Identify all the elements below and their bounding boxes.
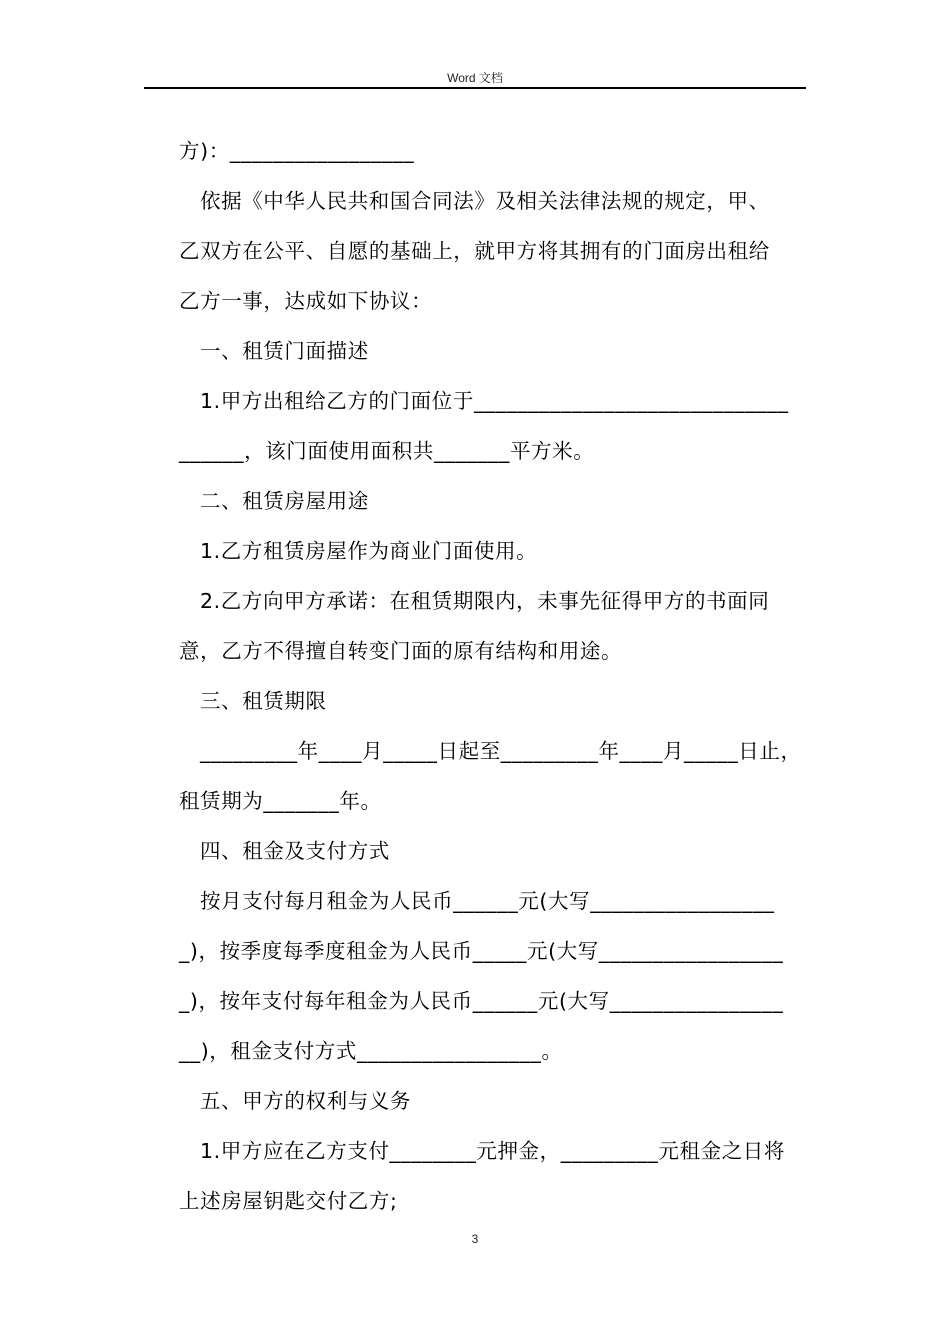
party-line: 方)：_________________ <box>179 139 415 163</box>
section-heading-2: 二、租赁房屋用途 <box>200 489 369 513</box>
header-divider <box>144 87 806 89</box>
intro-paragraph-line-3: 乙方一事，达成如下协议： <box>179 289 433 313</box>
section-heading-1: 一、租赁门面描述 <box>200 339 369 363</box>
rent-line-1: 按月支付每月租金为人民币______元(大写_________________ <box>200 889 775 913</box>
section-heading-4: 四、租金及支付方式 <box>200 839 390 863</box>
intro-paragraph-line-2: 乙双方在公平、自愿的基础上，就甲方将其拥有的门面房出租给 <box>179 239 770 263</box>
section-heading-5: 五、甲方的权利与义务 <box>200 1089 411 1113</box>
rent-line-4: __)，租金支付方式_________________。 <box>179 1039 563 1063</box>
clause-5-1-line-1: 1.甲方应在乙方支付________元押金，_________元租金之日将 <box>200 1139 786 1163</box>
rent-line-3: _)，按年支付每年租金为人民币______元(大写________________ <box>179 989 784 1013</box>
header-title: Word 文档 <box>447 71 503 85</box>
document-body <box>179 126 809 1226</box>
clause-2-2-line-1: 2.乙方向甲方承诺：在租赁期限内，未事先征得甲方的书面同 <box>200 589 770 613</box>
lease-term-line-2: 租赁期为_______年。 <box>179 789 382 813</box>
lease-term-line-1: _________年____月_____日起至_________年____月_____日止， <box>200 739 802 763</box>
clause-2-1: 1.乙方租赁房屋作为商业门面使用。 <box>200 539 538 563</box>
clause-1-1-line-2: ______，该门面使用面积共_______平方米。 <box>179 439 595 463</box>
page-number: 3 <box>471 1232 479 1246</box>
rent-line-2: _)，按季度每季度租金为人民币_____元(大写_________________ <box>179 939 784 963</box>
clause-1-1-line-1: 1.甲方出租给乙方的门面位于_____________________________ <box>200 389 789 413</box>
section-heading-3: 三、租赁期限 <box>200 689 327 713</box>
clause-2-2-line-2: 意，乙方不得擅自转变门面的原有结构和用途。 <box>179 639 623 663</box>
intro-paragraph-line-1: 依据《中华人民共和国合同法》及相关法律法规的规定，甲、 <box>200 189 770 213</box>
clause-5-1-line-2: 上述房屋钥匙交付乙方; <box>179 1189 398 1213</box>
